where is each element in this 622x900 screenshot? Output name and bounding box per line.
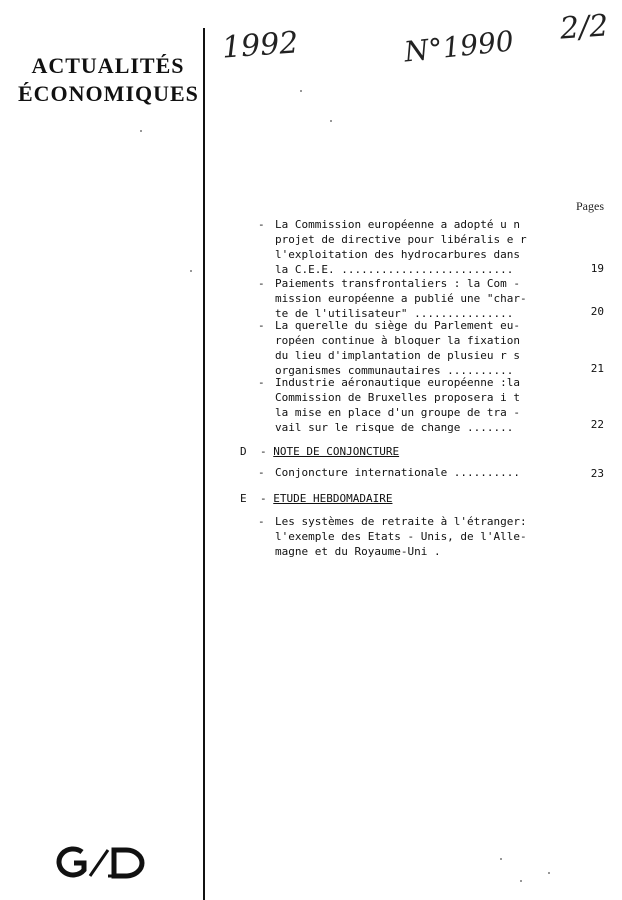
scan-speck xyxy=(300,90,302,92)
toc-entry xyxy=(258,318,548,378)
entry-text: Les systèmes de retraite à l'étranger: l'exemple des Etats - Unis, de l'Alle- magne et du Royaume-Uni . xyxy=(275,515,527,558)
section-title: NOTE DE CONJONCTURE xyxy=(273,445,400,458)
scan-speck xyxy=(330,120,332,122)
toc-entry xyxy=(258,375,548,435)
section-dash: - xyxy=(260,445,267,458)
entry-page-number: 20 xyxy=(590,305,604,318)
entry-text: Conjoncture internationale .......... xyxy=(275,466,521,479)
handwritten-number: N°1990 xyxy=(402,24,516,69)
entry-dash: - xyxy=(258,376,265,389)
scan-speck xyxy=(190,270,192,272)
vertical-rule xyxy=(203,28,205,900)
scan-speck xyxy=(500,858,502,860)
entry-text: La querelle du siège du Parlement eu- ropéen continue à bloquer la fixation du lieu d'implantation de plusieu r s organismes communautaires .......... xyxy=(275,319,521,377)
toc-entry xyxy=(258,465,548,480)
toc-entry xyxy=(258,276,548,321)
masthead xyxy=(18,52,198,108)
toc-entry xyxy=(258,514,548,559)
masthead-line1: ACTUALITÉS xyxy=(31,53,185,78)
pages-column-header: Pages xyxy=(576,199,604,213)
section-heading-d xyxy=(240,445,399,458)
section-dash: - xyxy=(260,492,267,505)
entry-dash: - xyxy=(258,466,265,479)
handwritten-page: 2/2 xyxy=(558,8,610,47)
gd-monogram-icon xyxy=(56,846,152,880)
scan-speck xyxy=(548,872,550,874)
masthead-line2: ÉCONOMIQUES xyxy=(18,81,199,106)
handwritten-year: 1992 xyxy=(220,25,300,66)
entry-dash: - xyxy=(258,277,265,290)
toc-entry xyxy=(258,217,548,277)
entry-text: Paiements transfrontaliers : la Com - mission européenne a publié une "char- te de l'utilisateur" ............... xyxy=(275,277,527,320)
section-letter: E xyxy=(240,492,247,505)
entry-page-number: 19 xyxy=(590,262,604,275)
entry-page-number: 23 xyxy=(590,467,604,480)
section-heading-e xyxy=(240,492,392,505)
scan-speck xyxy=(140,130,142,132)
entry-dash: - xyxy=(258,218,265,231)
section-title: ETUDE HEBDOMADAIRE xyxy=(273,492,393,505)
entry-page-number: 22 xyxy=(590,418,604,431)
entry-text: Industrie aéronautique européenne :la Commission de Bruxelles proposera i t la mise en place d'un groupe de tra - vail sur le risque de change ....... xyxy=(275,376,521,434)
section-letter: D xyxy=(240,445,247,458)
entry-page-number: 21 xyxy=(590,362,604,375)
entry-text: La Commission européenne a adopté u n projet de directive pour libéralis e r l'exploitation des hydrocarbures dans la C.E.E. .......................... xyxy=(275,218,527,276)
entry-dash: - xyxy=(258,319,265,332)
scan-speck xyxy=(520,880,522,882)
entry-dash: - xyxy=(258,515,265,528)
